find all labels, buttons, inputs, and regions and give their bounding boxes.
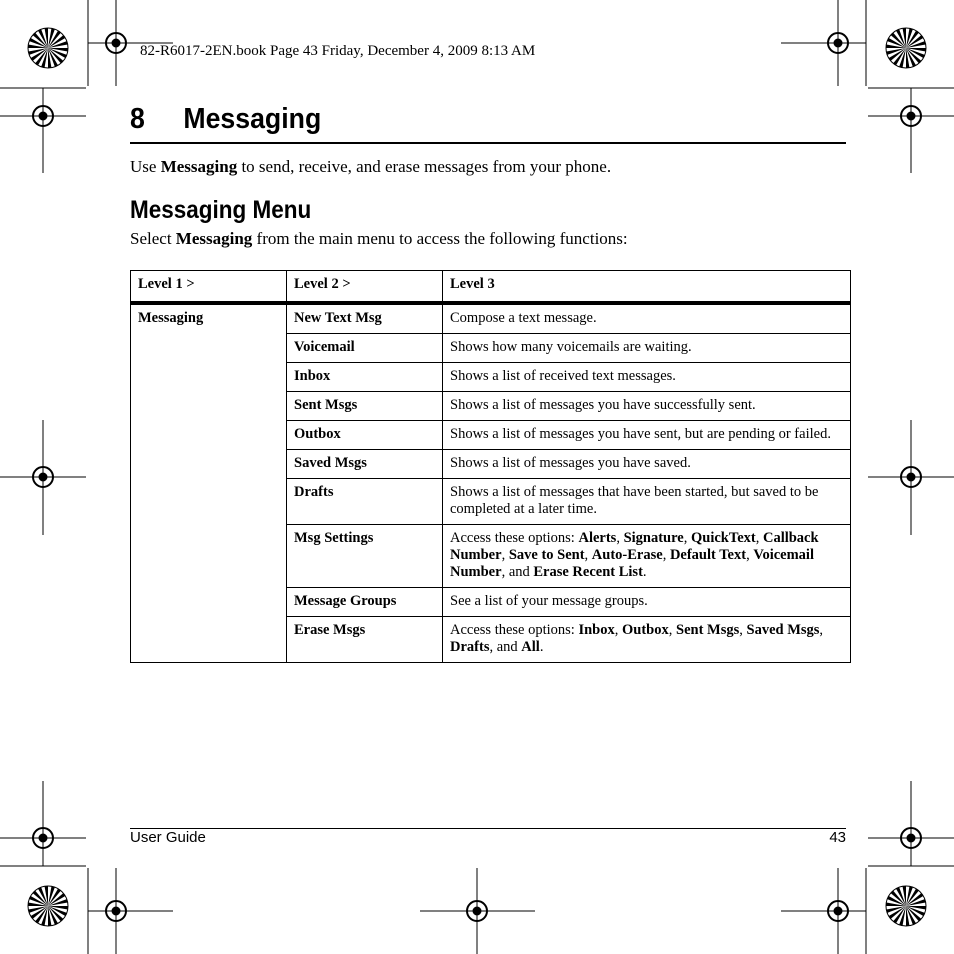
description-text: , [584, 547, 592, 563]
intro-text-post: to send, receive, and erase messages from your phone. [237, 157, 612, 176]
description-text: , [662, 547, 670, 563]
header-level-2: Level 2 > [287, 271, 443, 304]
chapter-title: Messaging [183, 103, 322, 135]
section-intro-pre: Select [130, 229, 176, 248]
level3-description-cell: Compose a text message. [443, 303, 851, 334]
crosshair-mark-right-top [868, 88, 954, 173]
level2-cell: Erase Msgs [287, 617, 443, 663]
level3-description-cell: See a list of your message groups. [443, 588, 851, 617]
description-text: , and [501, 564, 534, 580]
option-name: Voicemail Number [450, 547, 814, 580]
header-level-3: Level 3 [443, 271, 851, 304]
description-text: , [755, 530, 763, 546]
description-text: . [642, 564, 647, 580]
description-text: , [501, 547, 509, 563]
table-body [131, 303, 851, 663]
option-name: Saved Msgs [746, 622, 820, 638]
description-text: . [539, 639, 544, 655]
star-target-top-right [886, 28, 926, 68]
star-target-top-left [28, 28, 68, 68]
option-name: Erase Recent List [533, 564, 643, 580]
crosshair-mark-bottom-center [420, 868, 535, 954]
option-name: All [521, 639, 540, 655]
description-text: Access these options: [450, 622, 579, 638]
messaging-menu-table [130, 270, 851, 663]
description-text: , [683, 530, 691, 546]
page-number: 43 [829, 829, 846, 846]
option-name: QuickText [690, 530, 756, 546]
level3-description-cell [443, 525, 851, 588]
section-intro-post: from the main menu to access the following functions: [252, 229, 628, 248]
star-target-bottom-left [28, 886, 68, 926]
level2-cell: Message Groups [287, 588, 443, 617]
level3-description-cell: Shows a list of messages you have saved. [443, 450, 851, 479]
section-intro-bold: Messaging [175, 229, 253, 248]
description-text: , [668, 622, 676, 638]
star-target-bottom-right [886, 886, 926, 926]
level2-cell: Saved Msgs [287, 450, 443, 479]
chapter-intro [130, 157, 611, 177]
description-text: Access these options: [450, 530, 579, 546]
crosshair-mark-left-bottom [0, 781, 86, 866]
level2-cell: Msg Settings [287, 525, 443, 588]
chapter-rule [130, 142, 846, 144]
crosshair-mark-left-top [0, 88, 86, 173]
description-text: , [614, 622, 622, 638]
level3-description-cell: Shows a list of messages you have sent, but are pending or failed. [443, 421, 851, 450]
option-name: Save to Sent [508, 547, 585, 563]
book-header-line: 82-R6017-2EN.book Page 43 Friday, December 4, 2009 8:13 AM [140, 43, 536, 59]
header-level-1: Level 1 > [131, 271, 287, 304]
crosshair-mark-bottom-right [781, 868, 866, 954]
level2-cell: Sent Msgs [287, 392, 443, 421]
option-name: Callback Number [450, 530, 819, 563]
level2-cell: Voicemail [287, 334, 443, 363]
crosshair-mark-top-right [781, 0, 866, 86]
option-name: Default Text [669, 547, 747, 563]
level2-cell: Outbox [287, 421, 443, 450]
table-row [131, 303, 851, 334]
level3-description-cell [443, 617, 851, 663]
chapter-heading [130, 100, 789, 138]
option-name: Drafts [450, 639, 490, 655]
level2-cell: Inbox [287, 363, 443, 392]
crosshair-mark-right-bottom [868, 781, 954, 866]
description-text: , [819, 622, 824, 638]
footer-title: User Guide [130, 829, 206, 846]
crosshair-mark-bottom-left [88, 868, 173, 954]
chapter-number: 8 [130, 103, 145, 135]
footer-rule [130, 828, 846, 829]
description-text: , [739, 622, 747, 638]
option-name: Sent Msgs [676, 622, 740, 638]
level3-description-cell: Shows a list of messages that have been started, but saved to be completed at a later time. [443, 479, 851, 525]
level3-description-cell: Shows how many voicemails are waiting. [443, 334, 851, 363]
section-title: Messaging Menu [130, 196, 312, 224]
option-name: Inbox [578, 622, 615, 638]
option-name: Outbox [622, 622, 669, 638]
level2-cell: Drafts [287, 479, 443, 525]
level3-description-cell: Shows a list of messages you have successfully sent. [443, 392, 851, 421]
intro-text-bold: Messaging [160, 157, 238, 176]
option-name: Alerts [578, 530, 617, 546]
description-text: , [616, 530, 624, 546]
option-name: Signature [623, 530, 684, 546]
table-header-row [131, 271, 851, 304]
description-text: , and [489, 639, 522, 655]
level3-description-cell: Shows a list of received text messages. [443, 363, 851, 392]
intro-text-pre: Use [130, 157, 161, 176]
level2-cell: New Text Msg [287, 303, 443, 334]
level1-cell: Messaging [131, 303, 287, 663]
section-intro [130, 229, 628, 249]
description-text: , [746, 547, 754, 563]
crosshair-mark-left-middle [0, 420, 86, 535]
option-name: Auto-Erase [591, 547, 663, 563]
crosshair-mark-right-middle [868, 420, 954, 535]
